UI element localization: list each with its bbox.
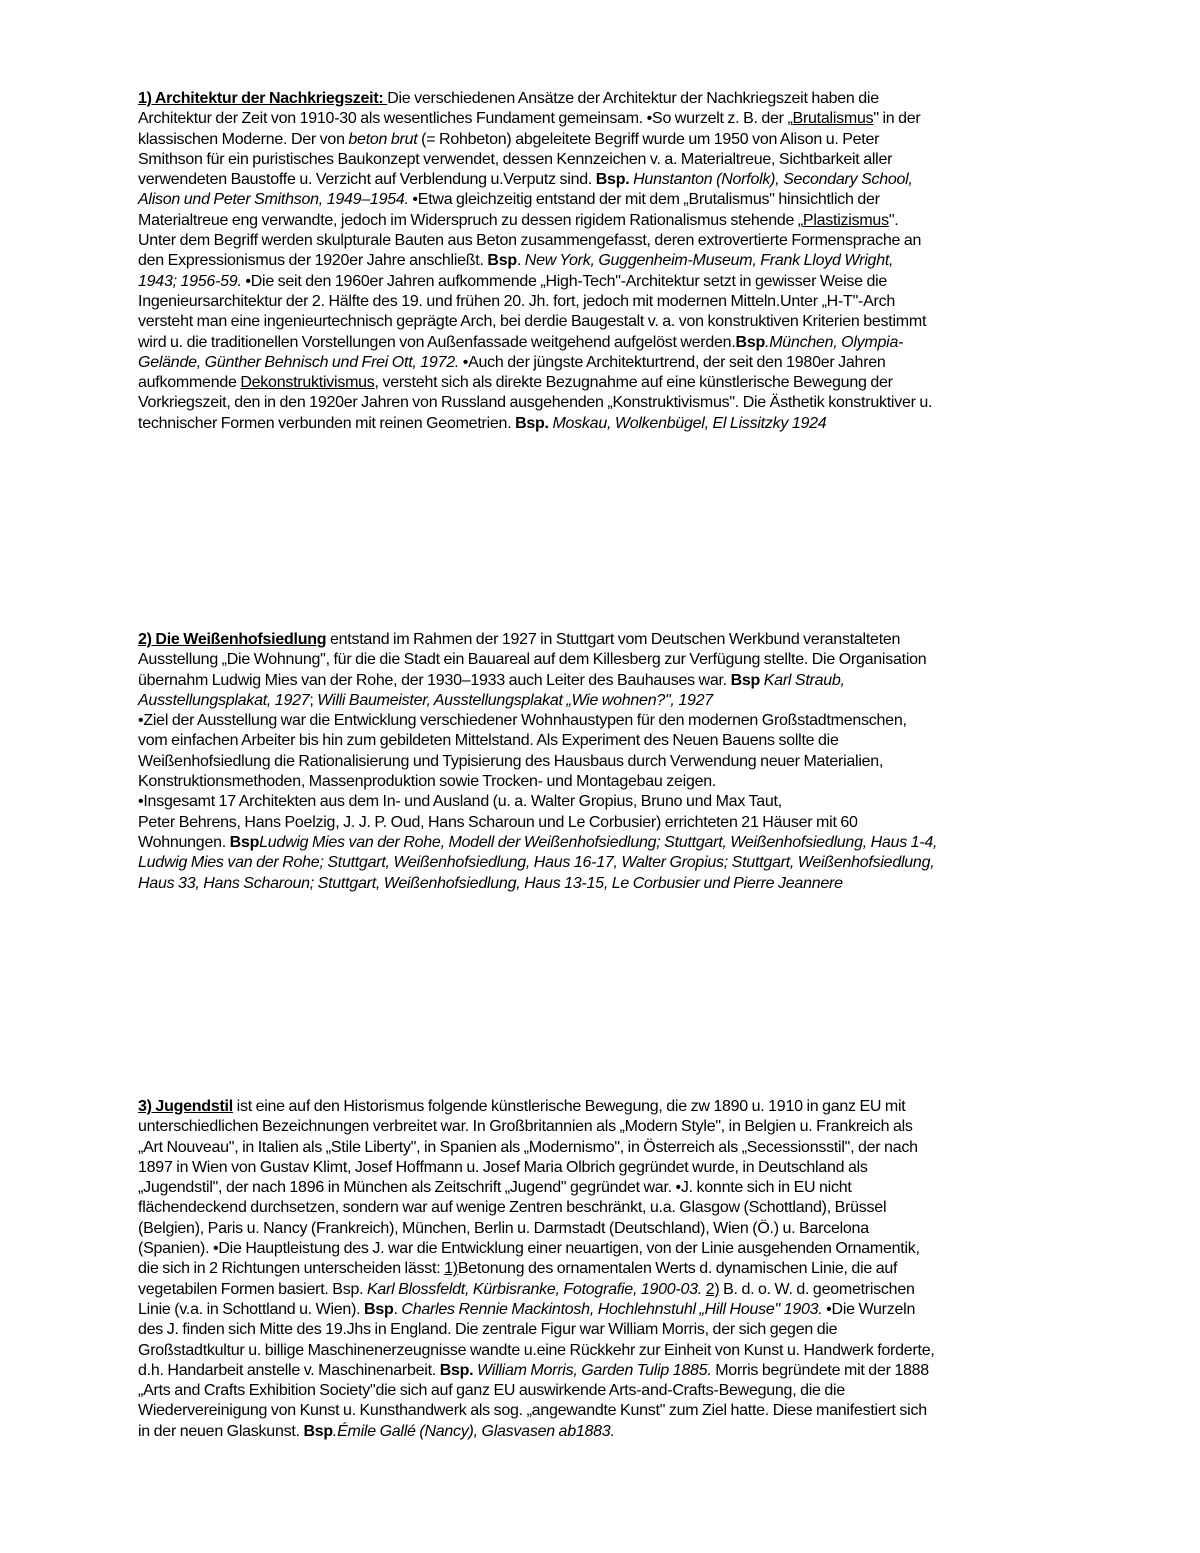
text-run: ; <box>309 691 318 709</box>
text-run: beton brut <box>348 130 418 148</box>
text-line <box>138 170 1063 190</box>
text-line <box>138 752 1063 772</box>
text-run: 1) <box>444 1260 458 1278</box>
text-line <box>138 150 1063 170</box>
text-run: •Die Wurzeln <box>822 1300 916 1318</box>
text-run: vom einfachen Arbeiter bis hin zum gebildeten Mittelstand. Als Experiment des Neuen Bauens sollte die <box>138 732 839 750</box>
text-run: ist eine auf den Historismus folgende künstlerische Bewegung, die zw 1890 u. 1910 in ganz EU mit <box>232 1098 906 1115</box>
text-run: Ausstellungsplakat, 1927 <box>138 691 310 709</box>
text-line <box>138 1320 1063 1340</box>
text-line <box>138 190 1063 210</box>
text-run: Linie (v.a. in Schottland u. Wien). <box>138 1300 365 1318</box>
text-run: Großstadtkultur u. billige Maschinenerzeugnisse wandte u.eine Rückkehr zur Einheit von Kunst u. Handwerk forderte, <box>138 1341 935 1359</box>
text-run: (Belgien), Paris u. Nancy (Frankreich), München, Berlin u. Darmstadt (Deutschland), Wien (Ö.) u. Barcelona <box>138 1219 869 1237</box>
text-run: in der neuen Glaskunst. <box>138 1422 304 1440</box>
text-run: 1897 in Wien von Gustav Klimt, Josef Hoffmann u. Josef Maria Olbrich gegründet wurde, in Deutschland als <box>138 1158 868 1176</box>
text-line <box>138 292 1063 312</box>
text-line <box>138 853 1063 873</box>
text-run: Ausstellung „Die Wohnung", für die die Stadt ein Bauareal auf dem Killesberg zur Verfügung stellte. Die Organisation <box>138 651 927 669</box>
text-run: Haus 33, Hans Scharoun; Stuttgart, Weißenhofsiedlung, Haus 13-15, Le Corbusier und Pierre Jeannere <box>138 874 843 892</box>
text-run: Bsp. <box>515 414 549 432</box>
text-line <box>138 792 1063 812</box>
text-line <box>138 1138 1063 1158</box>
text-run: „Arts and Crafts Exhibition Society"die sich auf ganz EU auswirkende Arts-and-Crafts-Bewegung, die die <box>138 1382 845 1400</box>
text-run: verwendeten Baustoffe u. Verzicht auf Verblendung u.Verputz sind. <box>138 171 596 189</box>
text-run: Wiedervereinigung von Kunst u. Kunsthandwerk als sog. „angewandte Kunst" zum Ziel hatte. Diese manifestiert sich <box>138 1402 927 1420</box>
text-run: aufkommende <box>138 374 241 392</box>
section-weissenhofsiedlung <box>138 630 1063 894</box>
text-run: •Ziel der Ausstellung war die Entwicklung verschiedener Wohnhaustypen für den modernen Großstadtmenschen, <box>138 712 907 730</box>
text-line <box>138 1178 1063 1198</box>
section-architektur-nachkriegszeit <box>138 89 1063 434</box>
text-line <box>138 1259 1063 1279</box>
text-run: Gelände, Günther Behnisch und Frei Ott, 1972. <box>138 353 460 371</box>
text-run: Ludwig Mies van der Rohe; Stuttgart, Weißenhofsiedlung, Haus 16-17, Walter Gropius; Stuttgart, Weißenhofsiedlung, <box>138 854 935 872</box>
text-run: klassischen Moderne. Der von <box>138 130 349 148</box>
text-line <box>138 650 1063 670</box>
text-run: Wohnungen. <box>138 833 230 851</box>
text-run: wird u. die traditionellen Vorstellungen von Außenfassade weitgehend aufgelöst werden. <box>138 333 736 351</box>
text-line <box>138 130 1063 150</box>
text-run: 1) Architektur der Nachkriegszeit: <box>138 90 388 107</box>
text-run: Vorkriegszeit, den in den 1920er Jahren von Russland ausgehenden „Konstruktivismus". Die Ästhetik konstruktiver u. <box>138 394 933 412</box>
text-line <box>138 731 1063 751</box>
text-run: 3) Jugendstil <box>138 1098 233 1115</box>
text-line <box>138 211 1063 231</box>
text-run: •Auch der jüngste Architekturtrend, der seit den 1980er Jahren <box>459 353 886 371</box>
text-run: Ludwig Mies van der Rohe, Modell der Weißenhofsiedlung; Stuttgart, Weißenhofsiedlung, Haus 1-4, <box>259 833 938 851</box>
text-line <box>138 1422 1063 1442</box>
text-run: Bsp <box>730 671 761 689</box>
text-run: Plastizismus <box>802 211 889 229</box>
text-run: . <box>393 1300 402 1318</box>
text-run: •Etwa gleichzeitig entstand der mit dem „Brutalismus" hinsichtlich der <box>408 191 880 209</box>
text-run: Brutalismus <box>792 110 874 128</box>
text-line <box>138 813 1063 833</box>
text-run: Bsp <box>229 833 260 851</box>
text-run: Peter Behrens, Hans Poelzig, J. J. P. Oud, Hans Scharoun und Le Corbusier) errichteten 21 Häuser mit 60 <box>138 813 858 831</box>
text-run: versteht man eine ingenieurtechnisch geprägte Arch, bei derdie Baugestalt v. a. von konstruktiven Kriterien bestimmt <box>138 313 927 331</box>
text-run: B. d. o. W. d. geometrischen <box>719 1280 915 1298</box>
text-run: Moskau, Wolkenbügel, El Lissitzky 1924 <box>548 414 827 432</box>
text-line <box>138 373 1063 393</box>
text-line <box>138 711 1063 731</box>
text-line <box>138 1219 1063 1239</box>
text-run: 2) Die Weißenhofsiedlung <box>138 631 327 648</box>
text-line <box>138 671 1063 691</box>
text-line <box>138 691 1063 711</box>
text-run: Charles Rennie Mackintosh, Hochlehnstuhl „Hill House" 1903. <box>401 1300 823 1318</box>
text-run: unterschiedlichen Bezeichnungen verbreitet war. In Großbritannien als „Modern Style", in Belgien u. Frankreich als <box>138 1118 913 1136</box>
text-line <box>138 630 1063 650</box>
text-run: . <box>516 252 525 270</box>
text-run: .München, Olympia- <box>765 333 904 351</box>
text-run: " in der <box>873 110 921 128</box>
text-line <box>138 1158 1063 1178</box>
text-run: Karl Straub, <box>760 671 845 689</box>
text-run: flächendeckend durchsetzen, sondern war auf wenige Zentren beschränkt, u.a. Glasgow (Schottland), Brüssel <box>138 1199 887 1217</box>
text-run: 1943; 1956-59. <box>138 272 242 290</box>
text-line <box>138 833 1063 853</box>
text-line <box>138 353 1063 373</box>
text-run: des J. finden sich Mitte des 19.Jhs in England. Die zentrale Figur war William Morris, der sich gegen die <box>138 1321 838 1339</box>
text-run: New York, Guggenheim-Museum, Frank Lloyd Wright, <box>524 252 894 270</box>
text-run: Bsp <box>487 252 517 270</box>
text-line <box>138 333 1063 353</box>
text-run: (Spanien). •Die Hauptleistung des J. war die Entwicklung einer neuartigen, von der Linie ausgehenden Ornamentik, <box>138 1240 920 1258</box>
text-run: übernahm Ludwig Mies van der Rohe, der 1930–1933 auch Leiter des Bauhauses war. <box>138 671 731 689</box>
text-line <box>138 414 1063 434</box>
text-run: Karl Blossfeldt, Kürbisranke, Fotografie, 1900-03. <box>366 1280 702 1298</box>
text-run: technischer Formen verbunden mit reinen Geometrien. <box>138 414 516 432</box>
text-run: .Émile Gallé (Nancy), Glasvasen ab1883. <box>332 1422 615 1440</box>
text-run: ". <box>888 211 899 229</box>
text-line <box>138 272 1063 292</box>
text-run: Bsp <box>364 1300 394 1318</box>
text-run: d.h. Handarbeit anstelle v. Maschinenarbeit. <box>138 1361 440 1379</box>
text-line <box>138 393 1063 413</box>
text-run: Morris begründete mit der 1888 <box>711 1361 929 1379</box>
text-line <box>138 1198 1063 1218</box>
text-run: Die verschiedenen Ansätze der Architektur der Nachkriegszeit haben die <box>387 90 879 107</box>
text-run: Hunstanton (Norfolk), Secondary School, <box>629 171 913 189</box>
text-run: Ingenieursarchitektur der 2. Hälfte des 19. und frühen 20. Jh. fort, jedoch mit modernen Mitteln.Unter „H-T"-Arch <box>138 292 895 310</box>
text-run: Weißenhofsiedlung die Rationalisierung und Typisierung des Hausbaus durch Verwendung neuer Materialien, <box>138 752 884 770</box>
section-jugendstil <box>138 1097 1063 1442</box>
text-run: Bsp <box>303 1422 333 1440</box>
text-run: William Morris, Garden Tulip 1885. <box>473 1361 712 1379</box>
text-line <box>138 1280 1063 1300</box>
text-line <box>138 109 1063 129</box>
text-run: •Insgesamt 17 Architekten aus dem In- und Ausland (u. a. Walter Gropius, Bruno und Max Taut, <box>138 793 782 811</box>
text-run: Willi Baumeister, Ausstellungsplakat „Wie wohnen?", 1927 <box>317 691 713 709</box>
text-run: (= Rohbeton) abgeleitete Begriff wurde um 1950 von Alison u. Peter <box>417 130 880 148</box>
text-line <box>138 251 1063 271</box>
text-line <box>138 1239 1063 1259</box>
text-run: Bsp <box>735 333 766 351</box>
text-run: Alison und Peter Smithson, 1949–1954. <box>138 191 409 209</box>
text-run: „Jugendstil", der nach 1896 in München als Zeitschrift „Jugend" gegründet war. •J. konnte sich in EU nicht <box>138 1179 852 1197</box>
text-run: die sich in 2 Richtungen unterscheiden lässt: <box>138 1260 445 1278</box>
text-line <box>138 1381 1063 1401</box>
text-line <box>138 1361 1063 1381</box>
text-run: Konstruktionsmethoden, Massenproduktion sowie Trocken- und Montagebau zeigen. <box>138 773 717 791</box>
text-run: vegetabilen Formen basiert. Bsp. <box>138 1280 367 1298</box>
text-run: „Art Nouveau", in Italien als „Stile Liberty", in Spanien als „Modernismo", in Österreich als „Secessionsstil", der nach <box>138 1138 918 1156</box>
text-line <box>138 1341 1063 1361</box>
text-line <box>138 772 1063 792</box>
text-run: Bsp. <box>595 171 630 189</box>
text-run: den Expressionismus der 1920er Jahre anschließt. <box>138 252 488 270</box>
text-run: entstand im Rahmen der 1927 in Stuttgart vom Deutschen Werkbund veranstalteten <box>326 631 901 648</box>
text-line <box>138 89 1063 109</box>
text-line <box>138 231 1063 251</box>
text-run: 2) <box>705 1280 720 1298</box>
text-run: •Die seit den 1960er Jahren aufkommende „High-Tech"-Architektur setzt in gewisser Weise die <box>241 272 888 290</box>
text-line <box>138 312 1063 332</box>
text-line <box>138 1401 1063 1421</box>
text-run: , versteht sich als direkte Bezugnahme auf eine künstlerische Bewegung der <box>374 374 893 392</box>
text-run: Unter dem Begriff werden skulpturale Bauten aus Beton zusammengefasst, deren extrovertierte Formensprache an <box>138 232 922 250</box>
text-run: Bsp. <box>439 1361 474 1379</box>
text-run: Materialtreue eng verwandte, jedoch im Widerspruch zu dessen rigidem Rationalismus stehende „ <box>138 211 803 229</box>
text-line <box>138 1097 1063 1117</box>
text-run: Dekonstruktivismus <box>240 374 375 392</box>
text-run: Betonung des ornamentalen Werts d. dynamischen Linie, die auf <box>457 1260 898 1278</box>
text-line <box>138 1300 1063 1320</box>
text-line <box>138 1117 1063 1137</box>
text-line <box>138 874 1063 894</box>
text-run: Smithson für ein puristisches Baukonzept verwendet, dessen Kennzeichen v. a. Materialtreue, Sichtbarkeit aller <box>138 150 893 168</box>
text-run: Architektur der Zeit von 1910-30 als wesentliches Fundament gemeinsam. •So wurzelt z. B. der „ <box>138 110 793 128</box>
